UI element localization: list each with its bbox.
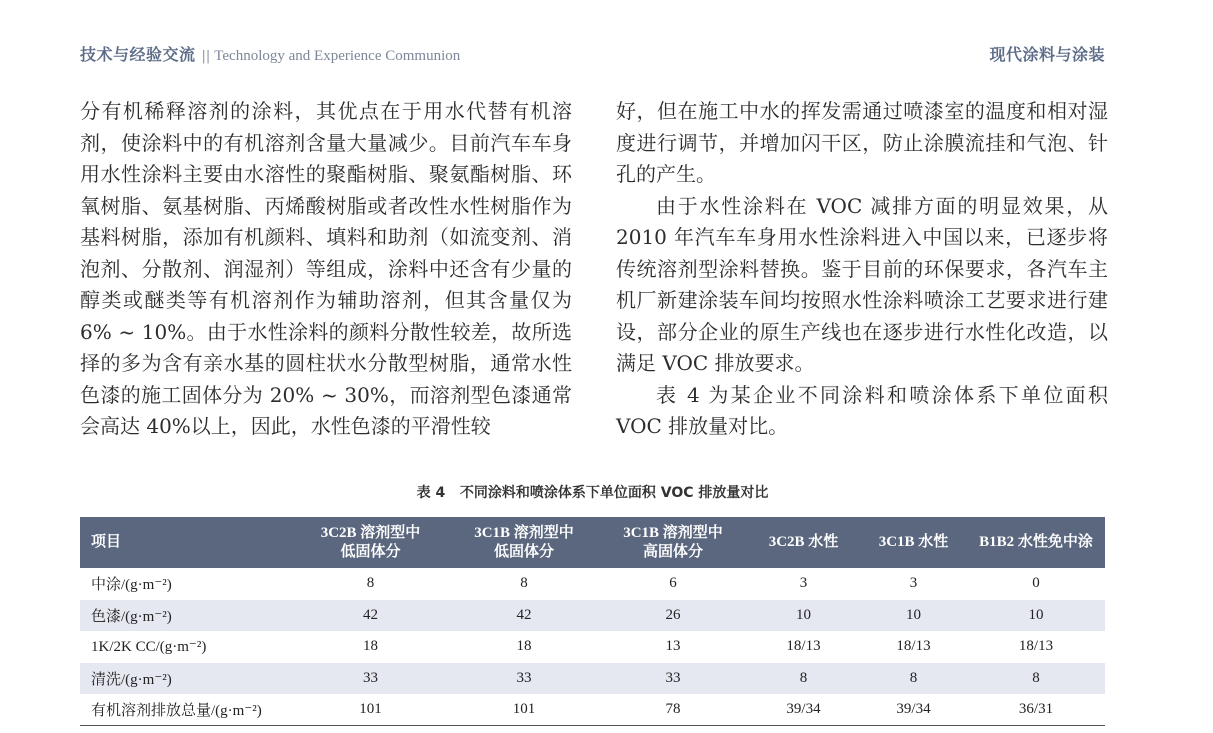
- table-row: [80, 600, 1105, 632]
- table-cell: 18/13: [896, 638, 931, 655]
- table-caption: 表 4 不同涂料和喷涂体系下单位面积 VOC 排放量对比: [416, 485, 769, 501]
- body-paragraph: 分有机稀释溶剂的涂料，其优点在于用水代替有机溶剂，使涂料中的有机溶剂含量大量减少。目前汽车车身用水性涂料主要由水溶性的聚酯树脂、聚氨酯树脂、环氧树脂、氨基树脂、丙烯酸树脂或者改性水性树脂作为基料树脂，添加有机颜料、填料和助剂（如流变剂、消泡剂、分散剂、润湿剂）等组成，涂料中还含有少量的醇类或醚类等有机溶剂作为辅助溶剂，但其含量仅为 6% ~ 10%。由于水性涂料的颜料分散性较差，故所选择的多为含有亲水基的圆柱状水分散型树脂，通常水性色漆的施工固体分为 20% ~ 30%，而溶剂型色漆通常会高达 40%以上，因此，水性色漆的平滑性较: [80, 99, 572, 438]
- body-paragraph: 由于水性涂料在 VOC 减排方面的明显效果，从 2010 年汽车车身用水性涂料进入中国以来，已逐步将传统溶剂型涂料替换。鉴于目前的环保要求，各汽车主机厂新建涂装车间均按照水性涂料喷涂工艺要求进行建设，部分企业的原生产线也在逐步进行水性化改造，以满足 VOC 排放要求。: [616, 193, 1108, 375]
- table-cell: 8: [799, 669, 808, 686]
- column-header: 3C1B 溶剂型中 低固体分: [474, 524, 574, 560]
- table-row: [80, 568, 1105, 600]
- column-header: 3C2B 溶剂型中 低固体分: [320, 524, 421, 560]
- column-header: 项目: [91, 534, 122, 550]
- journal-name: 现代涂料与涂装: [989, 44, 1105, 64]
- column-header: B1B2 水性免中涂: [979, 534, 1093, 550]
- table-cell: 18/13: [786, 638, 821, 655]
- table-cell: 78: [599, 694, 747, 726]
- running-header: [80, 40, 1105, 66]
- table-cell: 10: [906, 606, 921, 623]
- table-cell: 8: [909, 669, 918, 686]
- section-title-en: Technology and Experience Communion: [214, 47, 461, 64]
- row-label: 有机溶剂排放总量/(g·m⁻²): [80, 694, 292, 726]
- table-cell: 33: [665, 669, 681, 686]
- column-header: 3C2B 水性: [768, 534, 839, 550]
- section-title-cn: 技术与经验交流: [80, 44, 196, 64]
- table-row: [80, 694, 1105, 726]
- table-cell: 0: [1032, 575, 1040, 592]
- table-cell: 13: [665, 638, 681, 655]
- table-row: [80, 631, 1105, 663]
- table-cell: 33: [363, 669, 378, 686]
- left-text-column: [80, 96, 572, 443]
- table-cell: 3: [909, 575, 918, 592]
- table-cell: 18: [516, 638, 532, 655]
- right-text-column: [616, 96, 1108, 443]
- table-cell: 10: [1028, 606, 1044, 623]
- table-cell: 8: [520, 575, 528, 592]
- table-cell: 36/31: [967, 694, 1105, 726]
- table-cell: 42: [363, 606, 378, 623]
- table-cell: 18/13: [1018, 638, 1054, 655]
- table-cell: 33: [516, 669, 532, 686]
- header-separator: ||: [201, 48, 211, 64]
- table-cell: 18: [363, 638, 378, 655]
- table-cell: 42: [516, 606, 532, 623]
- column-header: 3C1B 溶剂型中 高固体分: [623, 524, 723, 560]
- row-label: 色漆/(g·m⁻²): [91, 608, 172, 625]
- table-header-row: [80, 517, 1105, 568]
- row-label: 中涂/(g·m⁻²): [91, 577, 172, 594]
- table-cell: 6: [669, 575, 677, 592]
- table-cell: 101: [449, 694, 599, 726]
- body-paragraph: 好，但在施工中水的挥发需通过喷漆室的温度和相对湿度进行调节，并增加闪干区，防止涂膜流挂和气泡、针孔的产生。: [616, 99, 1108, 186]
- body-paragraph: 表 4 为某企业不同涂料和喷涂体系下单位面积 VOC 排放量对比。: [616, 382, 1108, 438]
- voc-emission-table: [80, 517, 1105, 726]
- table-cell: 8: [1032, 669, 1040, 686]
- column-header: 3C1B 水性: [878, 534, 949, 550]
- table-cell: 39/34: [747, 694, 860, 726]
- table-cell: 8: [366, 575, 375, 592]
- row-label: 清洗/(g·m⁻²): [91, 671, 172, 688]
- table-cell: 101: [292, 694, 449, 726]
- table-cell: 3: [799, 575, 808, 592]
- header-section-label: [80, 42, 460, 65]
- table-row: [80, 663, 1105, 695]
- row-label: 1K/2K CC/(g·m⁻²): [91, 639, 207, 656]
- table-cell: 26: [665, 606, 681, 623]
- table-cell: 39/34: [860, 694, 967, 726]
- table-cell: 10: [796, 606, 811, 623]
